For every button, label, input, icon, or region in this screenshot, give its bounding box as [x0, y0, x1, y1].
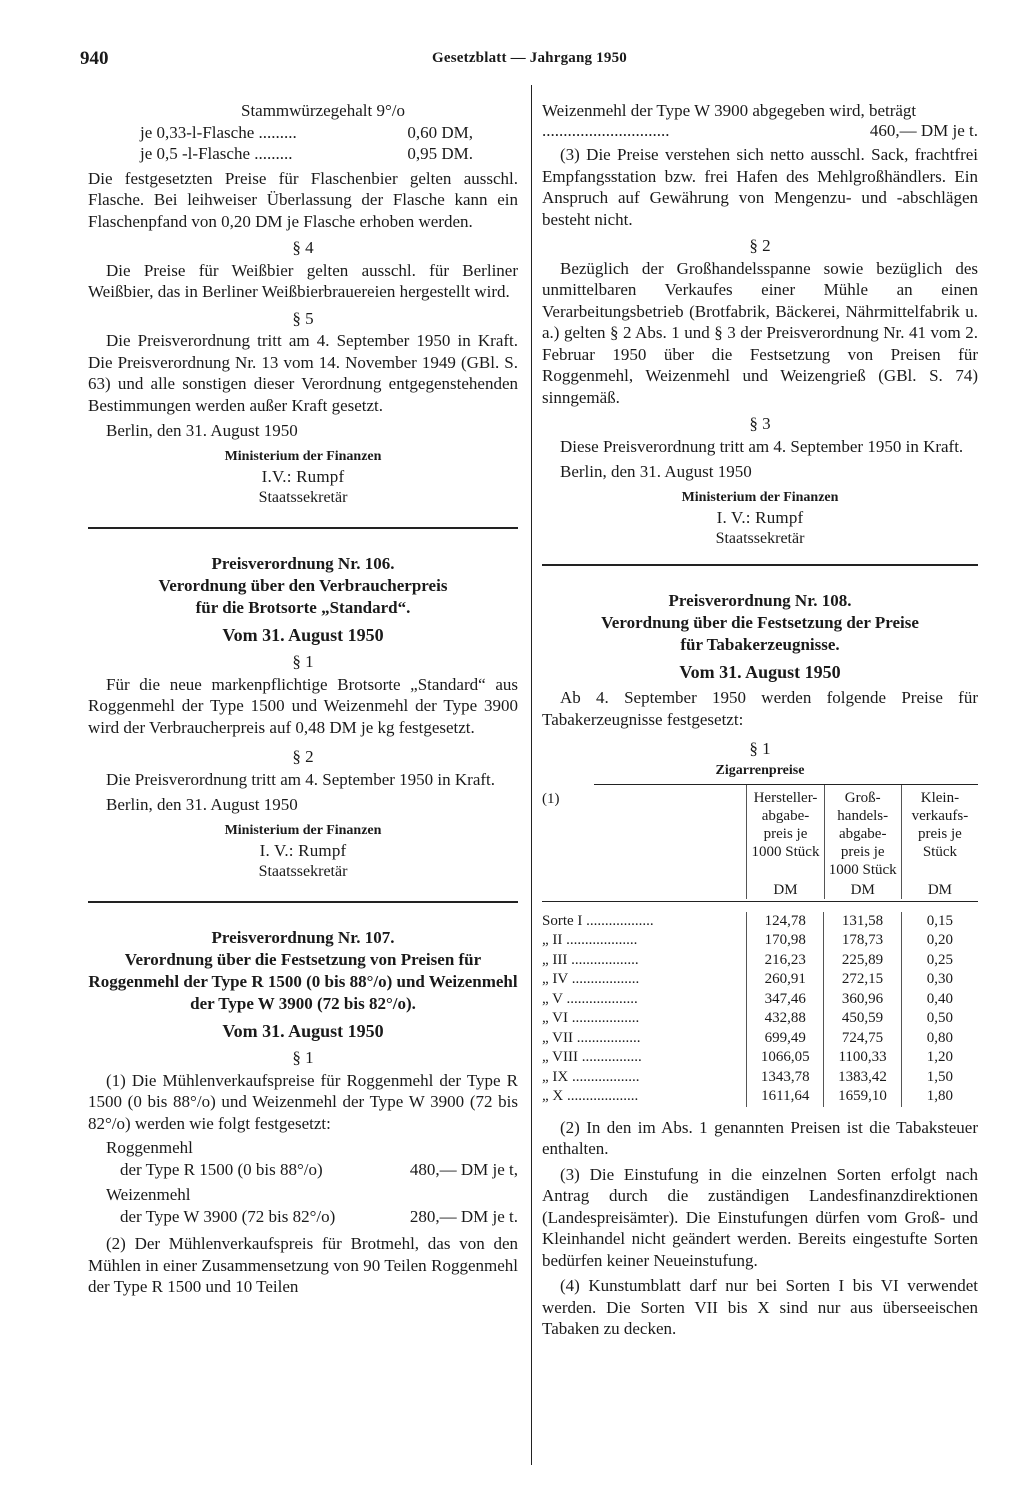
pv107-section-1: § 1 [292, 1048, 314, 1067]
grosshandel-price: 178,73 [823, 931, 900, 951]
signer-title: Staatssekretär [258, 489, 348, 506]
grosshandel-price: 272,15 [823, 970, 900, 990]
right-column [542, 100, 978, 1343]
pv106-date-line: Berlin, den 31. August 1950 [106, 795, 298, 814]
row-label: „ IV .................. [542, 971, 640, 987]
kleinverkauf-price: 1,20 [901, 1048, 978, 1068]
pv108-date: Vom 31. August 1950 [679, 661, 841, 682]
kleinverkauf-price: 1,80 [901, 1087, 978, 1107]
pv106-number: Preisverordnung Nr. 106. [211, 553, 395, 573]
continued-price-row [542, 120, 978, 142]
column-header-hersteller: Hersteller-abgabe-preis je 1000 Stück DM [746, 785, 823, 899]
pv106-date: Vom 31. August 1950 [222, 624, 384, 645]
absatz-1-marker: (1) [542, 790, 560, 807]
pv108-paragraph-2: (2) In den im Abs. 1 genannten Preisen ist die Tabaksteuer enthalten. [542, 1117, 978, 1158]
table-row [542, 990, 978, 1010]
weizenmehl-type: der Type W 3900 (72 bis 82°/o) [120, 1206, 336, 1226]
table-row [542, 912, 978, 932]
pv107-title: Verordnung über die Festsetzung von Preisen für Roggenmehl der Type R 1500 (0 bis 88°/o) und Weizenmehl der Type W 3900 (72 bis 82°/o). [88, 949, 518, 1013]
section-divider [88, 527, 518, 529]
pv106-section-1: § 1 [292, 652, 314, 671]
hersteller-price: 347,46 [746, 990, 823, 1010]
row-label: „ VIII ................ [542, 1049, 642, 1065]
hersteller-price: 216,23 [746, 951, 823, 971]
hersteller-price: 432,88 [746, 1009, 823, 1029]
continued-price: 460,— DM je t. [869, 120, 978, 140]
roggenmehl-label: Roggenmehl [106, 1138, 193, 1157]
column-divider [531, 85, 532, 1465]
hersteller-price: 1611,64 [746, 1087, 823, 1107]
pv106-paragraph-2: Die Preisverordnung tritt am 4. September 1950 in Kraft. [106, 769, 496, 789]
stammwuerze-heading: Stammwürzegehalt 9°/o [240, 101, 405, 120]
table-body [542, 912, 978, 1107]
pv108-paragraph-4: (4) Kunstumblatt darf nur bei Sorten I bis VI verwendet werden. Die Sorten VII bis X sind nur aus überseeischen Tabaken zu decken. [542, 1276, 978, 1338]
paragraph-3: (3) Die Preise verstehen sich netto ausschl. Sack, frachtfrei Empfangsstation bzw. frei Hafen des Mehlgroßhändlers. Ein Anspruch auf Gewährung von Mengenzu- und -abschlägen besteht nicht. [542, 145, 978, 229]
table-header [594, 784, 978, 899]
section-divider [542, 564, 978, 566]
roggenmehl-row [88, 1159, 518, 1181]
hersteller-price: 260,91 [746, 970, 823, 990]
pv106-signer: I. V.: Rumpf [259, 840, 347, 860]
kleinverkauf-price: 0,20 [901, 931, 978, 951]
grosshandel-price: 360,96 [823, 990, 900, 1010]
hersteller-price: 699,49 [746, 1029, 823, 1049]
row-label: „ V ................... [542, 990, 638, 1007]
date-line: Berlin, den 31. August 1950 [560, 462, 752, 481]
price-value: 0,95 DM. [407, 144, 473, 163]
section-2-heading: § 2 [749, 236, 771, 255]
roggenmehl-type: der Type R 1500 (0 bis 88°/o) [120, 1159, 323, 1179]
pv107-paragraph-1: (1) Die Mühlenverkaufspreise für Roggenmehl der Type R 1500 (0 bis 88°/o) und Weizenmehl der Type W 3900 (72 bis 82°/o) werden wie folgt festgesetzt: [88, 1070, 518, 1133]
paragraph-section-5: Die Preisverordnung tritt am 4. September 1950 in Kraft. Die Preisverordnung Nr. 13 vom 14. November 1949 (GBl. S. 63) und alle sonstigen dieser Verordnung entgegenstehenden Bestimmungen werden außer Kraft gesetzt. [88, 331, 518, 415]
kleinverkauf-price: 0,15 [901, 912, 978, 932]
paragraph-section-4: Die Preise für Weißbier gelten ausschl. für Berliner Weißbier, das in Berliner Weißbierbrauereien hergestellt wird. [88, 260, 518, 301]
table-separator [542, 901, 978, 902]
cigar-price-table [542, 784, 978, 1107]
grosshandel-price: 724,75 [823, 1029, 900, 1049]
section-3-heading: § 3 [749, 414, 771, 433]
page-title: Gesetzblatt — Jahrgang 1950 [432, 50, 627, 66]
row-label: Sorte I .................. [542, 912, 654, 929]
column-header-grosshandel: Groß-handels-abgabe-preis je 1000 Stück DM [824, 785, 901, 899]
section-divider [88, 901, 518, 903]
row-label: „ II ................... [542, 932, 638, 948]
pv108-title-line2: für Tabakerzeugnisse. [680, 634, 840, 654]
ministry-name: Ministerium der Finanzen [681, 489, 839, 505]
pv108-title-line1: Verordnung über die Festsetzung der Preise [601, 612, 919, 632]
kleinverkauf-price: 0,25 [901, 951, 978, 971]
kleinverkauf-price: 0,50 [901, 1009, 978, 1029]
pv107-paragraph-2: (2) Der Mühlenverkaufspreis für Brotmehl, das von den Mühlen in einer Zusammensetzung von 90 Teilen Roggenmehl der Type R 1500 und 10 Teilen [88, 1234, 518, 1296]
page-header [80, 48, 960, 72]
hersteller-price: 124,78 [746, 912, 823, 932]
pv106-title-line1: Verordnung über den Verbraucherpreis [158, 575, 448, 595]
pv106-section-2: § 2 [292, 747, 314, 766]
table-row [542, 970, 978, 990]
price-row-05 [88, 143, 518, 165]
table-row [542, 931, 978, 951]
pv108-number: Preisverordnung Nr. 108. [668, 590, 852, 610]
hersteller-price: 170,98 [746, 931, 823, 951]
price-label: je 0,33-l-Flasche ......... [140, 122, 297, 142]
ministry-name: Ministerium der Finanzen [224, 448, 382, 464]
table-row [542, 1068, 978, 1088]
price-label: je 0,5 -l-Flasche ......... [140, 144, 293, 163]
table-row [542, 951, 978, 971]
section-5-heading: § 5 [292, 308, 314, 328]
signer: I. V.: Rumpf [716, 507, 804, 527]
dot-leader: .............................. [542, 120, 670, 140]
pv106-title-line2: für die Brotsorte „Standard“. [195, 597, 411, 617]
weizenmehl-price: 280,— DM je t. [409, 1206, 518, 1226]
price-row-033 [88, 122, 518, 144]
grosshandel-price: 1383,42 [823, 1068, 900, 1088]
paragraph-section-3: Diese Preisverordnung tritt am 4. September 1950 in Kraft. [560, 436, 964, 456]
paragraph-flaschenbier: Die festgesetzten Preise für Flaschenbier gelten ausschl. Flasche. Bei leihweiser Überlassung der Flasche kann ein Flaschenpfand von 0,20 DM je Flasche erhoben werden. [88, 168, 518, 231]
date-line: Berlin, den 31. August 1950 [106, 421, 298, 440]
price-value: 0,60 DM, [407, 122, 473, 142]
table-row [542, 1087, 978, 1107]
table-row [542, 1048, 978, 1068]
grosshandel-price: 131,58 [823, 912, 900, 932]
pv108-section-1: § 1 [749, 739, 771, 758]
weizenmehl-label: Weizenmehl [106, 1185, 191, 1204]
kleinverkauf-price: 0,80 [901, 1029, 978, 1049]
pv108-intro: Ab 4. September 1950 werden folgende Preise für Tabakerzeugnisse festgesetzt: [542, 688, 978, 729]
kleinverkauf-price: 0,40 [901, 990, 978, 1010]
row-label: „ III .................. [542, 951, 639, 968]
row-label: „ VI .................. [542, 1010, 640, 1026]
hersteller-price: 1066,05 [746, 1048, 823, 1068]
left-column [88, 100, 518, 1301]
pv106-ministry: Ministerium der Finanzen [224, 822, 382, 838]
pv106-signer-title: Staatssekretär [258, 863, 348, 880]
pv107-number: Preisverordnung Nr. 107. [211, 927, 395, 947]
cigar-prices-heading: Zigarrenpreise [715, 762, 805, 778]
pv106-paragraph-1: Für die neue markenpflichtige Brotsorte „Standard“ aus Roggenmehl der Type 1500 und Weizenmehl der Type 3900 wird der Verbraucherpreis auf 0,48 DM je kg festgesetzt. [88, 674, 518, 737]
hersteller-price: 1343,78 [746, 1068, 823, 1088]
row-label: „ X ................... [542, 1088, 639, 1104]
grosshandel-price: 1659,10 [823, 1087, 900, 1107]
grosshandel-price: 450,59 [823, 1009, 900, 1029]
continued-paragraph: Weizenmehl der Type W 3900 abgegeben wird, beträgt [542, 101, 917, 120]
row-label: „ VII ................. [542, 1029, 641, 1046]
pv108-paragraph-3: (3) Die Einstufung in die einzelnen Sorten erfolgt nach Antrag durch die zuständigen Landesfinanzdirektionen (Landespreisämter). Die Einstufungen dürfen vom Groß- und Kleinhandel nicht geändert werden. Bereits eingestufte Sorten bedürfen keiner Neueinstufung. [542, 1164, 978, 1270]
kleinverkauf-price: 1,50 [901, 1068, 978, 1088]
table-row [542, 1009, 978, 1029]
table-row [542, 1029, 978, 1049]
grosshandel-price: 225,89 [823, 951, 900, 971]
roggenmehl-price: 480,— DM je t, [409, 1159, 518, 1179]
section-4-heading: § 4 [292, 238, 314, 257]
row-label: „ IX .................. [542, 1068, 640, 1085]
paragraph-section-2: Bezüglich der Großhandelsspanne sowie bezüglich des unmittelbaren Verkaufes einer Mühle an einen Verarbeitungsbetrieb (Brotfabrik, Bäckerei, Nährmittelfabrik u. a.) gelten § 2 Abs. 1 und § 3 der Preisverordnung Nr. 41 vom 2. Februar 1950 über die Festsetzung von Preisen für Roggenmehl, Weizenmehl und Weizengrieß (GBl. S. 74) sinngemäß. [542, 258, 978, 407]
column-header-kleinverkauf: Klein-verkaufs-preis je Stück DM [901, 785, 978, 899]
kleinverkauf-price: 0,30 [901, 970, 978, 990]
page-number: 940 [80, 48, 109, 69]
pv107-date: Vom 31. August 1950 [222, 1020, 384, 1041]
signer: I.V.: Rumpf [261, 466, 345, 486]
grosshandel-price: 1100,33 [823, 1048, 900, 1068]
weizenmehl-row [88, 1206, 518, 1228]
signer-title: Staatssekretär [715, 530, 805, 547]
